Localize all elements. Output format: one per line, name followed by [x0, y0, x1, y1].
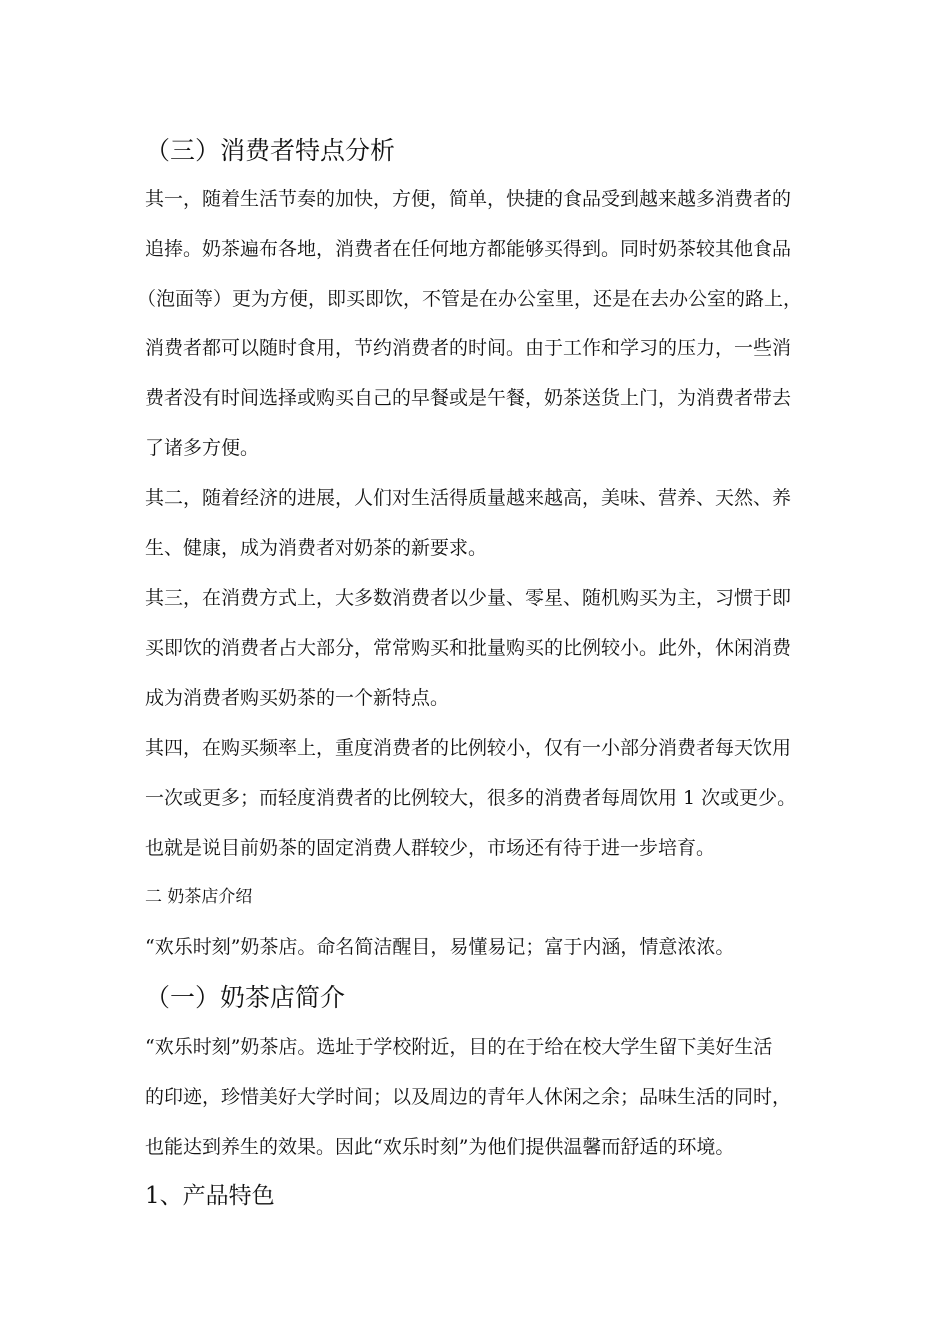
paragraph-line: 其三，在消费方式上，大多数消费者以少量、零星、随机购买为主，习惯于即 [145, 587, 792, 609]
paragraph-line: 一次或更多；而轻度消费者的比例较大，很多的消费者每周饮用 1 次或更少。 [145, 787, 797, 809]
item-heading-product-features: 1、产品特色 [145, 1183, 275, 1209]
paragraph-line: 也就是说目前奶茶的固定消费人群较少，市场还有待于进一步培育。 [145, 837, 716, 859]
paragraph-line: 也能达到养生的效果。因此“欢乐时刻”为他们提供温馨而舒适的环境。 [145, 1136, 735, 1158]
sub-heading-shop-brief: （一）奶茶店简介 [145, 983, 346, 1012]
paragraph-line: 了诸多方便。 [145, 437, 260, 459]
paragraph-line: 其四，在购买频率上，重度消费者的比例较小，仅有一小部分消费者每天饮用 [145, 737, 792, 759]
paragraph-line: 费者没有时间选择或购买自己的早餐或是午餐，奶茶送货上门，为消费者带去 [145, 387, 792, 409]
section-heading-shop-intro: 二 奶茶店介绍 [145, 887, 253, 907]
paragraph-line: 成为消费者购买奶茶的一个新特点。 [145, 687, 450, 709]
paragraph-line: 追捧。奶茶遍布各地，消费者在任何地方都能够买得到。同时奶茶较其他食品 [145, 238, 792, 260]
paragraph-line: 其一，随着生活节奏的加快，方便，简单，快捷的食品受到越来越多消费者的 [145, 188, 792, 210]
paragraph-line: 其二，随着经济的进展，人们对生活得质量越来越高，美味、营养、天然、养 [145, 487, 792, 509]
paragraph-line: 买即饮的消费者占大部分，常常购买和批量购买的比例较小。此外，休闲消费 [145, 637, 792, 659]
paragraph-line: “欢乐时刻”奶茶店。命名简洁醒目，易懂易记；富于内涵，情意浓浓。 [145, 936, 735, 958]
paragraph-line: 生、健康，成为消费者对奶茶的新要求。 [145, 537, 488, 559]
paragraph-line: （泡面等）更为方便，即买即饮，不管是在办公室里，还是在去办公室的路上， [137, 288, 803, 310]
paragraph-line: “欢乐时刻”奶茶店。选址于学校附近，目的在于给在校大学生留下美好生活 [145, 1036, 773, 1058]
paragraph-line: 消费者都可以随时食用，节约消费者的时间。由于工作和学习的压力，一些消 [145, 337, 792, 359]
section-heading-consumer-analysis: （三）消费者特点分析 [145, 136, 396, 165]
paragraph-line: 的印迹，珍惜美好大学时间；以及周边的青年人休闲之余；品味生活的同时， [145, 1086, 792, 1108]
